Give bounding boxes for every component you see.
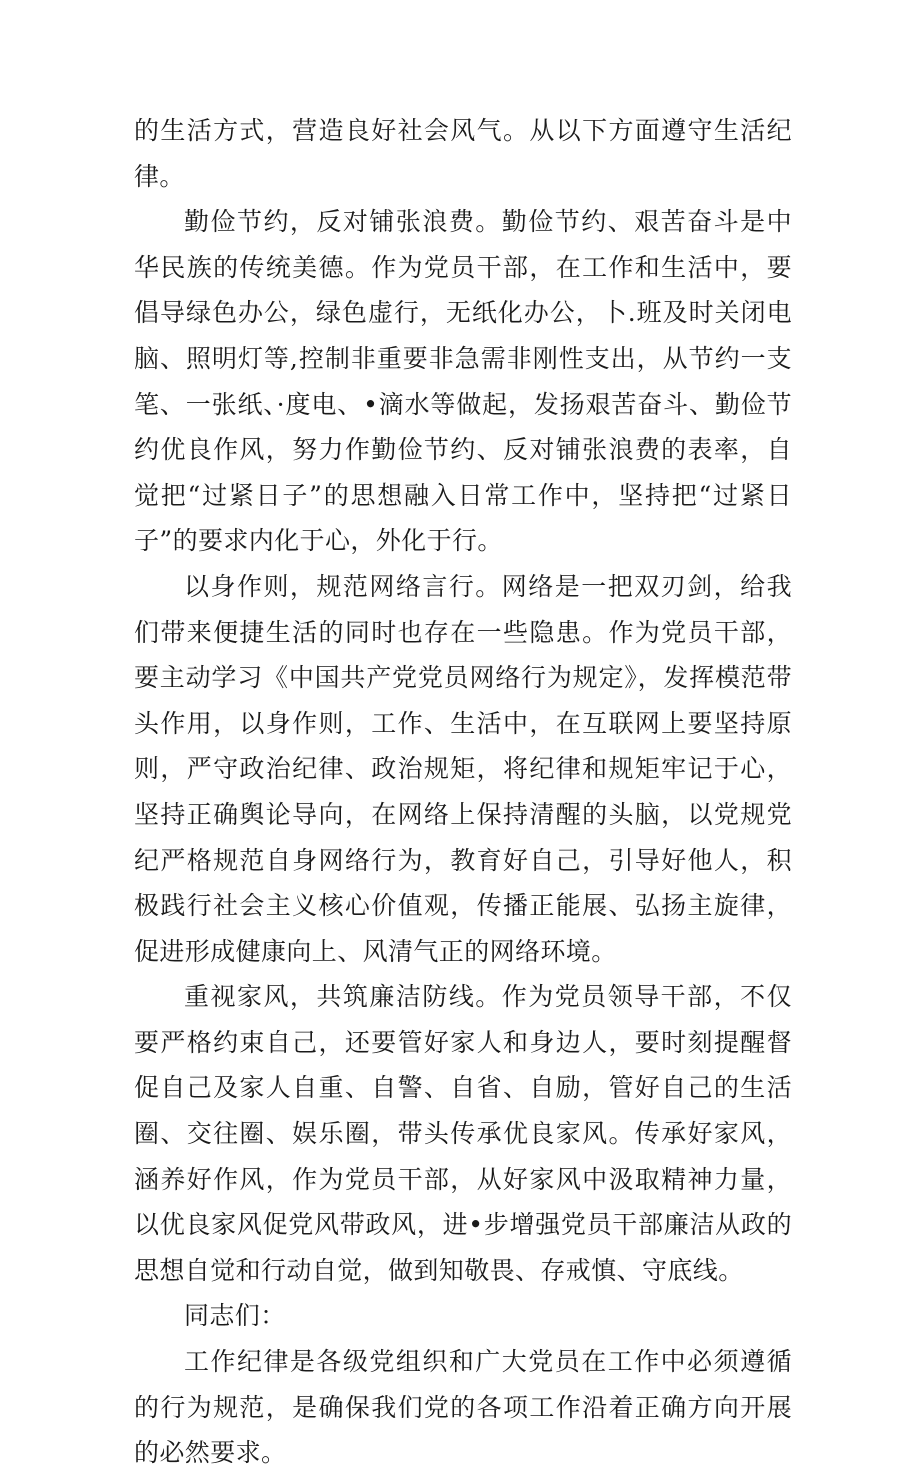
paragraph-thrift: 勤俭节约，反对铺张浪费。勤俭节约、艰苦奋斗是中华民族的传统美德。作为党员干部，在工作和生活中，要倡导绿色办公，绿色虚行，无纸化办公，卜.班及时关闭电脑、照明灯等,控制非重要非急需非刚性支出，从节约一支笔、一张纸、·度电、•滴水等做起，发扬艰苦奋斗、勤俭节约优良作风，努力作勤俭节约、反对铺张浪费的表率，自觉把“过紧日子”的思想融入日常工作中，坚持把“过紧日子”的要求内化于心，外化于行。	[134, 207, 792, 556]
paragraph-salutation: 同志们：	[184, 1301, 286, 1331]
document-body	[134, 108, 792, 1476]
paragraph-continuation: 的生活方式，营造良好社会风气。从以下方面遵守生活纪律。	[134, 116, 792, 191]
paragraph-family-values: 重视家风，共筑廉洁防线。作为党员领导干部，不仅要严格约束自己，还要管好家人和身边人，要时刻提醒督促自己及家人自重、自警、自省、自励，管好自己的生活圈、交往圈、娱乐圈，带头传承优良家风。传承好家风，涵养好作风，作为党员干部，从好家风中汲取精神力量，以优良家风促党风带政风，进•步增强党员干部廉洁从政的思想自觉和行动自觉，做到知敬畏、存戒慎、守底线。	[134, 982, 792, 1285]
paragraph-work-discipline: 工作纪律是各级党组织和广大党员在工作中必须遵循的行为规范，是确保我们党的各项工作沿着正确方向开展的必然要求。	[134, 1347, 792, 1468]
paragraph-online-conduct: 以身作则，规范网络言行。网络是一把双刃剑，给我们带来便捷生活的同时也存在一些隐患。作为党员干部，要主动学习《中国共产党党员网络行为规定》，发挥模范带头作用，以身作则，工作、生活中，在互联网上要坚持原则，严守政治纪律、政治规矩，将纪律和规矩牢记于心，坚持正确舆论导向，在网络上保持清醒的头脑，以党规党纪严格规范自身网络行为，教育好自己，引导好他人，积极践行社会主义核心价值观，传播正能展、弘扬主旋律，促进形成健康向上、风清气正的网络环境。	[134, 571, 792, 966]
